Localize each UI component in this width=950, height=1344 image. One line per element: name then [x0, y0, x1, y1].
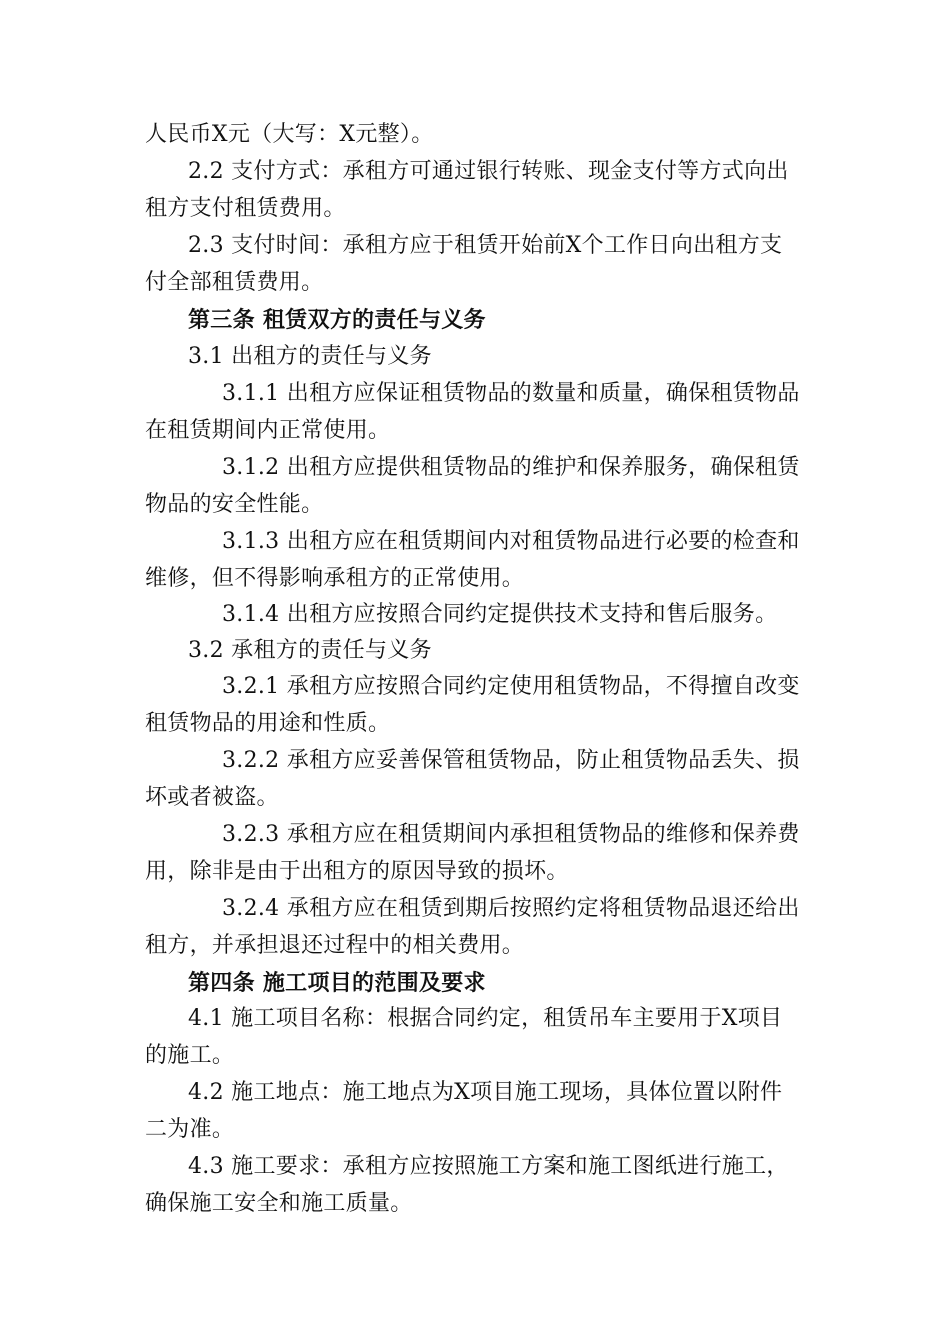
clause-3-1-2: 3.1.2 出租方应提供租赁物品的维护和保养服务，确保租赁 [222, 455, 800, 480]
clause-4-2: 4.2 施工地点：施工地点为X项目施工现场，具体位置以附件 [188, 1080, 783, 1105]
clause-3-2-4: 3.2.4 承租方应在租赁到期后按照约定将租赁物品退还给出 [222, 896, 800, 921]
clause-3-2-3: 3.2.3 承租方应在租赁期间内承担租赁物品的维修和保养费 [222, 822, 800, 847]
text-line: 租赁物品的用途和性质。 [145, 711, 391, 736]
text-line: 付全部租赁费用。 [145, 270, 324, 295]
clause-3-1: 3.1 出租方的责任与义务 [188, 344, 432, 369]
clause-2-2: 2.2 支付方式：承租方可通过银行转账、现金支付等方式向出 [188, 159, 789, 184]
article-3-heading: 第三条 租赁双方的责任与义务 [188, 307, 486, 333]
text-line: 维修，但不得影响承租方的正常使用。 [145, 566, 525, 591]
text-line: 二为准。 [145, 1117, 235, 1142]
clause-4-3: 4.3 施工要求：承租方应按照施工方案和施工图纸进行施工， [188, 1154, 789, 1179]
clause-3-2-2: 3.2.2 承租方应妥善保管租赁物品，防止租赁物品丢失、损 [222, 748, 800, 773]
text-line: 在租赁期间内正常使用。 [145, 418, 391, 443]
text-line: 人民币X元（大写：X元整）。 [145, 122, 434, 147]
clause-2-3: 2.3 支付时间：承租方应于租赁开始前X个工作日向出租方支 [188, 233, 783, 258]
clause-3-2-1: 3.2.1 承租方应按照合同约定使用租赁物品，不得擅自改变 [222, 674, 800, 699]
text-line: 租方支付租赁费用。 [145, 196, 346, 221]
text-line: 的施工。 [145, 1043, 235, 1068]
clause-3-1-4: 3.1.4 出租方应按照合同约定提供技术支持和售后服务。 [222, 602, 778, 627]
clause-3-2: 3.2 承租方的责任与义务 [188, 638, 432, 663]
clause-4-1: 4.1 施工项目名称：根据合同约定，租赁吊车主要用于X项目 [188, 1006, 783, 1031]
clause-3-1-3: 3.1.3 出租方应在租赁期间内对租赁物品进行必要的检查和 [222, 529, 800, 554]
text-line: 坏或者被盗。 [145, 785, 279, 810]
text-line: 用，除非是由于出租方的原因导致的损坏。 [145, 859, 569, 884]
article-4-heading: 第四条 施工项目的范围及要求 [188, 970, 486, 996]
text-line: 物品的安全性能。 [145, 492, 324, 517]
text-line: 租方，并承担退还过程中的相关费用。 [145, 933, 525, 958]
text-line: 确保施工安全和施工质量。 [145, 1191, 413, 1216]
clause-3-1-1: 3.1.1 出租方应保证租赁物品的数量和质量，确保租赁物品 [222, 381, 800, 406]
